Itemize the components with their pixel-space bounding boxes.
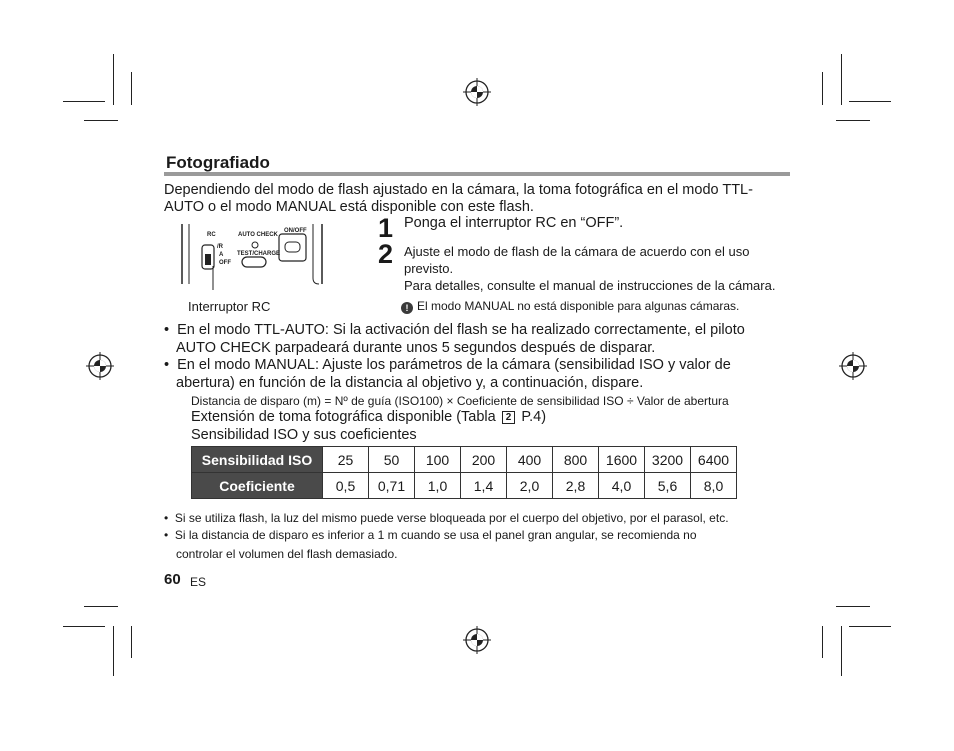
intro-line-2: AUTO o el modo MANUAL está disponible con este flash. xyxy=(164,199,534,215)
bullet-1: • En el modo TTL-AUTO: Si la activación del flash se ha realizado correctamente, el piloto xyxy=(164,322,745,338)
coef-cell: 1,0 xyxy=(415,473,461,499)
coef-cell: 2,0 xyxy=(507,473,553,499)
footnote-2: • Si la distancia de disparo es inferior a 1 m cuando se usa el panel gran angular, se recomienda no xyxy=(164,528,697,542)
bullet-1-line-1: En el modo TTL-AUTO: Si la activación del flash se ha realizado correctamente, el piloto xyxy=(177,322,745,338)
step-number: 2 xyxy=(378,239,394,269)
bullet-1-line-2: AUTO CHECK parpadeará durante unos 5 segundos después de disparar. xyxy=(176,340,656,356)
table-row xyxy=(192,473,737,499)
note-icon: ! xyxy=(401,302,413,314)
step-2-line-2: previsto. xyxy=(404,261,454,276)
footnote-1: • Si se utiliza flash, la luz del mismo puede verse bloqueada por el cuerpo del objetivo, por el parasol, etc. xyxy=(164,511,729,525)
table-ref-badge: 2 xyxy=(502,411,516,424)
range-prefix: Extensión de toma fotográfica disponible (Tabla xyxy=(191,409,496,425)
step-2-note xyxy=(401,297,739,315)
registration-mark-icon xyxy=(86,352,114,380)
footnote-2-line-2: controlar el volumen del flash demasiado. xyxy=(176,547,398,561)
iso-cell: 50 xyxy=(369,447,415,473)
test-charge-label: TEST/CHARGE xyxy=(237,251,281,257)
step-2-note-text: El modo MANUAL no está disponible para algunas cámaras. xyxy=(417,299,740,313)
step-1-text: Ponga el interruptor RC en “OFF”. xyxy=(404,215,624,231)
table-row xyxy=(192,447,737,473)
iso-cell: 200 xyxy=(461,447,507,473)
iso-cell: 100 xyxy=(415,447,461,473)
coef-cell: 1,4 xyxy=(461,473,507,499)
coef-cell: 8,0 xyxy=(691,473,737,499)
rc-label: RC xyxy=(207,232,216,238)
table-header-iso: Sensibilidad ISO xyxy=(192,447,323,473)
step-2-line-1: Ajuste el modo de flash de la cámara de acuerdo con el uso xyxy=(404,244,750,259)
iso-coefficient-table xyxy=(191,446,737,499)
iso-cell: 1600 xyxy=(599,447,645,473)
bullet-2-line-2: abertura) en función de la distancia al objetivo y, a continuación, dispare. xyxy=(176,375,644,391)
switch-pos-3: OFF xyxy=(219,260,231,266)
on-off-label: ON/OFF xyxy=(284,228,307,234)
footnote-2-line-1: Si la distancia de disparo es inferior a 1 m cuando se usa el panel gran angular, se recomienda no xyxy=(174,528,697,542)
iso-cell: 3200 xyxy=(645,447,691,473)
coef-cell: 0,5 xyxy=(323,473,369,499)
range-suffix: P.4) xyxy=(521,409,547,425)
registration-mark-icon xyxy=(463,78,491,106)
diagram-caption: Interruptor RC xyxy=(188,299,271,314)
iso-cell: 400 xyxy=(507,447,553,473)
coef-cell: 5,6 xyxy=(645,473,691,499)
bullet-2: • En el modo MANUAL: Ajuste los parámetros de la cámara (sensibilidad ISO y valor de xyxy=(164,357,731,373)
iso-cell: 800 xyxy=(553,447,599,473)
registration-mark-icon xyxy=(839,352,867,380)
iso-cell: 6400 xyxy=(691,447,737,473)
auto-check-label: AUTO CHECK xyxy=(238,232,278,238)
switch-pos-2: A xyxy=(219,252,224,258)
switch-pos-1: /R xyxy=(217,244,223,250)
iso-heading: Sensibilidad ISO y sus coeficientes xyxy=(191,427,417,443)
coef-cell: 4,0 xyxy=(599,473,645,499)
bullet-2-line-1: En el modo MANUAL: Ajuste los parámetros de la cámara (sensibilidad ISO y valor de xyxy=(177,357,731,373)
formula: Distancia de disparo (m) = Nº de guía (ISO100) × Coeficiente de sensibilidad ISO ÷ Valor de abertura xyxy=(191,394,729,408)
section-title: Fotografiado xyxy=(166,153,270,172)
title-underline xyxy=(164,172,790,176)
step-number: 1 xyxy=(378,213,394,243)
footnote-1-text: Si se utiliza flash, la luz del mismo puede verse bloqueada por el cuerpo del objetivo, por el parasol, etc. xyxy=(174,511,729,525)
intro-line-1: Dependiendo del modo de flash ajustado en la cámara, la toma fotográfica en el modo TTL- xyxy=(164,182,753,198)
step-2-line-3: Para detalles, consulte el manual de instrucciones de la cámara. xyxy=(404,278,776,293)
registration-mark-icon xyxy=(463,626,491,654)
range-reference xyxy=(191,408,546,426)
language-code: ES xyxy=(190,575,207,589)
coef-cell: 2,8 xyxy=(553,473,599,499)
coef-cell: 0,71 xyxy=(369,473,415,499)
page-number: 60 xyxy=(164,571,181,588)
table-header-coef: Coeficiente xyxy=(192,473,323,499)
iso-cell: 25 xyxy=(323,447,369,473)
